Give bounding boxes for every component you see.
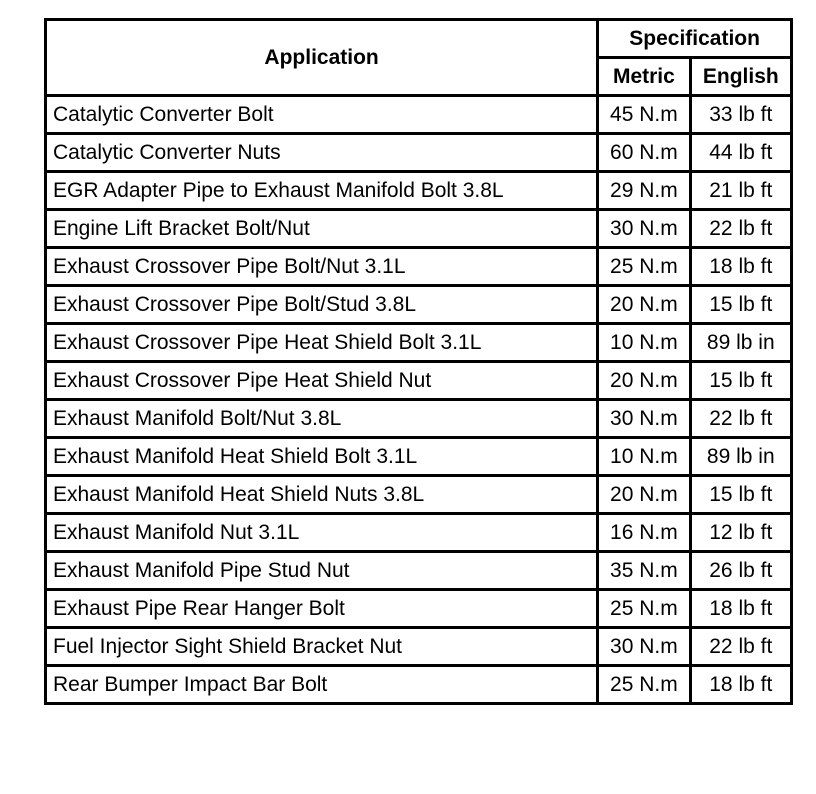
- metric-value-cell: 25 N.m: [598, 248, 690, 286]
- metric-value-cell: 25 N.m: [598, 590, 690, 628]
- metric-value-cell: 45 N.m: [598, 96, 690, 134]
- english-value-cell: 15 lb ft: [690, 286, 791, 324]
- english-value-cell: 22 lb ft: [690, 210, 791, 248]
- metric-value-cell: 25 N.m: [598, 666, 690, 704]
- table-row: [46, 134, 792, 172]
- english-value-cell: 15 lb ft: [690, 362, 791, 400]
- english-value-cell: 44 lb ft: [690, 134, 791, 172]
- metric-column-header: Metric: [598, 58, 690, 96]
- application-cell: Exhaust Crossover Pipe Bolt/Stud 3.8L: [46, 286, 598, 324]
- application-cell: Catalytic Converter Bolt: [46, 96, 598, 134]
- metric-value-cell: 20 N.m: [598, 476, 690, 514]
- table-row: [46, 438, 792, 476]
- english-value-cell: 26 lb ft: [690, 552, 791, 590]
- table-row: [46, 286, 792, 324]
- application-cell: Exhaust Manifold Bolt/Nut 3.8L: [46, 400, 598, 438]
- application-cell: Engine Lift Bracket Bolt/Nut: [46, 210, 598, 248]
- table-row: [46, 628, 792, 666]
- metric-value-cell: 10 N.m: [598, 438, 690, 476]
- specification-column-header: Specification: [598, 20, 792, 58]
- table-row: [46, 362, 792, 400]
- application-cell: Exhaust Pipe Rear Hanger Bolt: [46, 590, 598, 628]
- application-cell: Exhaust Manifold Nut 3.1L: [46, 514, 598, 552]
- application-cell: Rear Bumper Impact Bar Bolt: [46, 666, 598, 704]
- english-value-cell: 15 lb ft: [690, 476, 791, 514]
- application-cell: Exhaust Manifold Heat Shield Nuts 3.8L: [46, 476, 598, 514]
- table-row: [46, 476, 792, 514]
- application-cell: Catalytic Converter Nuts: [46, 134, 598, 172]
- table-row: [46, 324, 792, 362]
- english-value-cell: 89 lb in: [690, 438, 791, 476]
- application-cell: EGR Adapter Pipe to Exhaust Manifold Bolt 3.8L: [46, 172, 598, 210]
- english-value-cell: 22 lb ft: [690, 400, 791, 438]
- metric-value-cell: 20 N.m: [598, 362, 690, 400]
- english-value-cell: 12 lb ft: [690, 514, 791, 552]
- english-value-cell: 18 lb ft: [690, 590, 791, 628]
- table-row: [46, 400, 792, 438]
- metric-value-cell: 30 N.m: [598, 628, 690, 666]
- table-row: [46, 552, 792, 590]
- english-value-cell: 18 lb ft: [690, 248, 791, 286]
- table-body: [46, 96, 792, 704]
- metric-value-cell: 35 N.m: [598, 552, 690, 590]
- table-row: [46, 666, 792, 704]
- metric-value-cell: 29 N.m: [598, 172, 690, 210]
- table-row: [46, 210, 792, 248]
- english-column-header: English: [690, 58, 791, 96]
- english-value-cell: 18 lb ft: [690, 666, 791, 704]
- table-row: [46, 172, 792, 210]
- application-column-header: Application: [46, 20, 598, 96]
- torque-spec-table: [44, 18, 793, 705]
- metric-value-cell: 10 N.m: [598, 324, 690, 362]
- metric-value-cell: 20 N.m: [598, 286, 690, 324]
- application-cell: Exhaust Crossover Pipe Heat Shield Nut: [46, 362, 598, 400]
- application-cell: Fuel Injector Sight Shield Bracket Nut: [46, 628, 598, 666]
- table-row: [46, 248, 792, 286]
- english-value-cell: 89 lb in: [690, 324, 791, 362]
- table-header: [46, 20, 792, 96]
- metric-value-cell: 30 N.m: [598, 400, 690, 438]
- table-row: [46, 590, 792, 628]
- application-cell: Exhaust Manifold Pipe Stud Nut: [46, 552, 598, 590]
- metric-value-cell: 30 N.m: [598, 210, 690, 248]
- table-row: [46, 96, 792, 134]
- metric-value-cell: 16 N.m: [598, 514, 690, 552]
- application-cell: Exhaust Manifold Heat Shield Bolt 3.1L: [46, 438, 598, 476]
- english-value-cell: 22 lb ft: [690, 628, 791, 666]
- application-cell: Exhaust Crossover Pipe Heat Shield Bolt 3.1L: [46, 324, 598, 362]
- table-row: [46, 514, 792, 552]
- application-cell: Exhaust Crossover Pipe Bolt/Nut 3.1L: [46, 248, 598, 286]
- english-value-cell: 21 lb ft: [690, 172, 791, 210]
- english-value-cell: 33 lb ft: [690, 96, 791, 134]
- metric-value-cell: 60 N.m: [598, 134, 690, 172]
